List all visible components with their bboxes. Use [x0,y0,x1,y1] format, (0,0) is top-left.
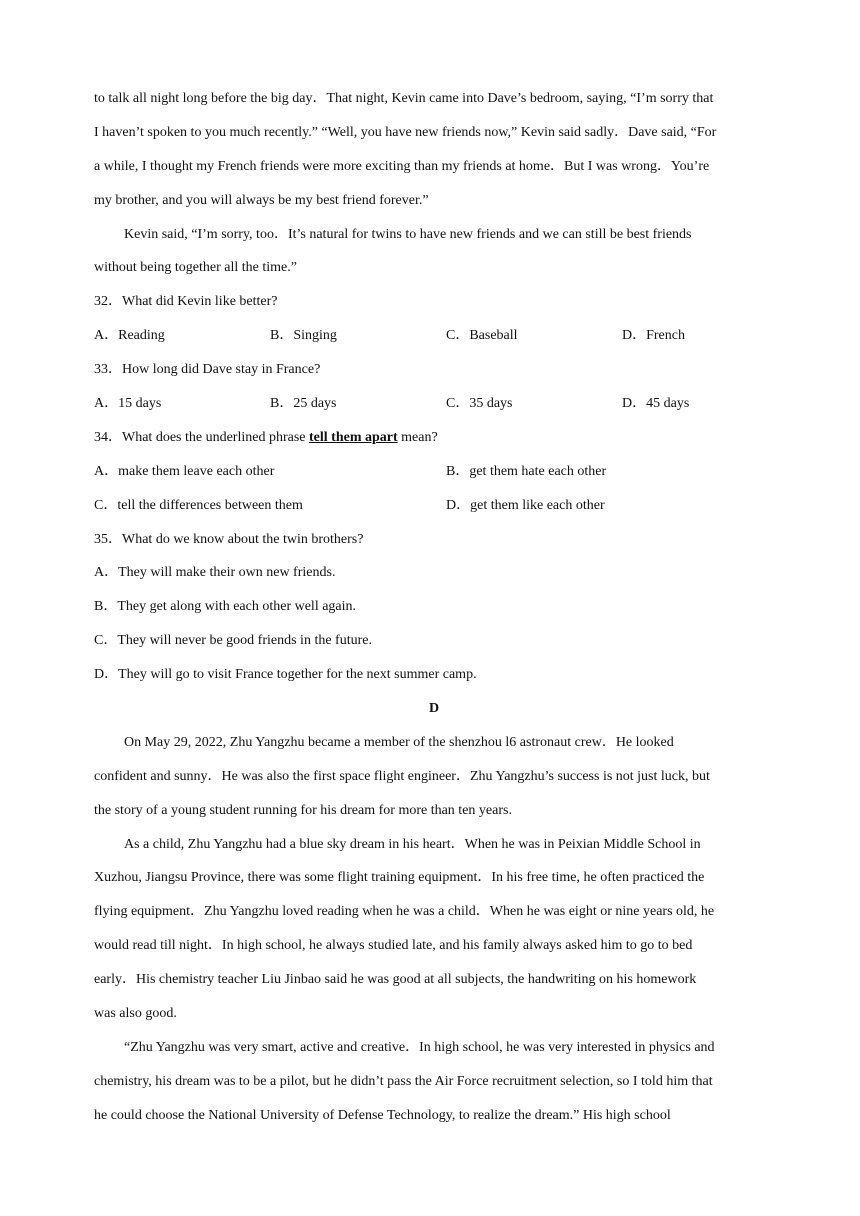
text-line: Kevin said, “I’m sorry, too．It’s natural for twins to have new friends and we can still be best friends [124,226,692,242]
option-c[interactable]: C．35 days [446,396,513,412]
question-33-options [94,392,774,426]
question-32-stem: 32．What did Kevin like better? [94,294,278,310]
option-b[interactable]: B．get them hate each other [446,463,607,479]
text-line: chemistry, his dream was to be a pilot, but he didn’t pass the Air Force recruitment selection, so I told him that [94,1073,713,1089]
option-a[interactable]: A．They will make their own new friends. [94,565,336,581]
text-line: “Zhu Yangzhu was very smart, active and creative．In high school, he was very interested in physics and [124,1039,715,1055]
option-d[interactable]: D．They will go to visit France together for the next summer camp. [94,667,477,683]
text-line: was also good. [94,1006,177,1022]
exam-page [94,87,774,1138]
option-b[interactable]: B．They get along with each other well again. [94,599,357,615]
text-line: confident and sunny．He was also the first space flight engineer．Zhu Yangzhu’s success is not just luck, but [94,768,710,784]
text-line: my brother, and you will always be my best friend forever.” [94,192,429,208]
text-line: without being together all the time.” [94,260,297,276]
text-line: he could choose the National University of Defense Technology, to realize the dream.” His high school [94,1107,671,1123]
text-line: early．His chemistry teacher Liu Jinbao said he was good at all subjects, the handwriting on his homework [94,972,697,988]
question-34-options-row2 [94,494,774,528]
section-title: D [428,701,440,717]
question-34-options-row1 [94,460,774,494]
option-d[interactable]: D．French [622,328,685,344]
text-line: On May 29, 2022, Zhu Yangzhu became a member of the shenzhou l6 astronaut crew．He looked [124,734,674,750]
text-line: would read till night．In high school, he always studied late, and his family always asked him to go to bed [94,938,693,954]
option-a[interactable]: A．15 days [94,396,162,412]
text-line: As a child, Zhu Yangzhu had a blue sky dream in his heart．When he was in Peixian Middle School in [124,836,701,852]
question-32-options [94,324,774,358]
question-33-stem: 33．How long did Dave stay in France? [94,362,321,378]
text-line: I haven’t spoken to you much recently.” “Well, you have new friends now,” Kevin said sadly．Dave said, “For [94,124,717,140]
option-d[interactable]: D．45 days [622,396,690,412]
stem-text: 34．What does the underlined phrase [94,429,309,445]
question-35-stem: 35．What do we know about the twin brothers? [94,531,364,547]
option-a[interactable]: A．make them leave each other [94,463,275,479]
option-c[interactable]: C．Baseball [446,328,518,344]
option-d[interactable]: D．get them like each other [446,497,605,513]
option-c[interactable]: C．tell the differences between them [94,497,303,513]
option-a[interactable]: A．Reading [94,328,165,344]
underlined-phrase: tell them apart [309,429,398,445]
text-line: the story of a young student running for his dream for more than ten years. [94,802,512,818]
option-c[interactable]: C．They will never be good friends in the future. [94,633,372,649]
text-line: flying equipment．Zhu Yangzhu loved reading when he was a child．When he was eight or nine years old, he [94,904,715,920]
text-line: to talk all night long before the big day．That night, Kevin came into Dave’s bedroom, saying, “I’m sorry that [94,91,714,106]
text-line: a while, I thought my French friends were more exciting than my friends at home．But I was wrong．You’re [94,158,710,174]
option-b[interactable]: B．25 days [270,396,337,412]
option-b[interactable]: B．Singing [270,328,337,344]
stem-text: mean? [397,429,438,445]
text-line: Xuzhou, Jiangsu Province, there was some flight training equipment．In his free time, he often practiced the [94,870,705,886]
question-34-stem [94,426,774,460]
